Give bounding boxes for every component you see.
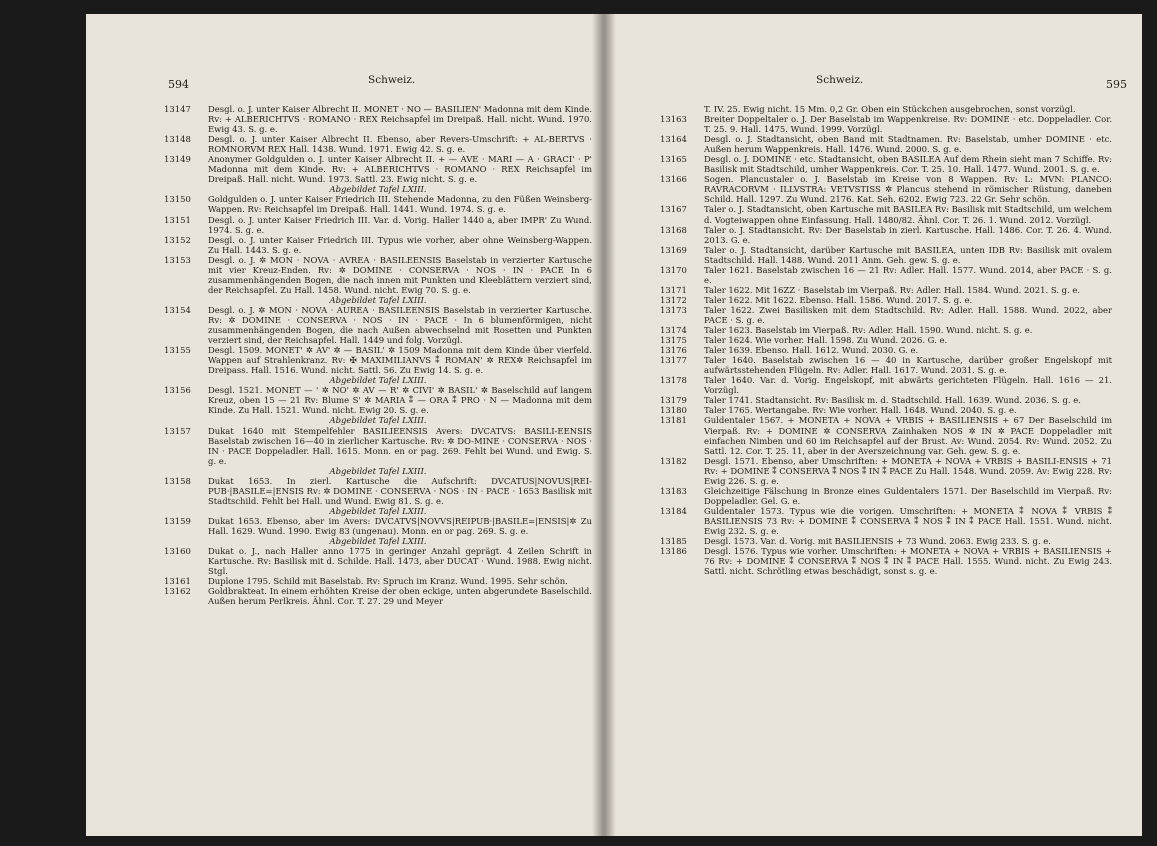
- entry-text: Duplone 1795. Schild mit Baselstab. Rv: Spruch im Kranz. Wund. 1995. Sehr schön.: [208, 576, 568, 587]
- entry-number: 13179: [660, 395, 687, 406]
- catalog-entry: [164, 104, 592, 134]
- entry-number: 13157: [164, 425, 191, 436]
- entry-number: 13170: [660, 264, 687, 275]
- entry-text: Taler 1741. Stadtansicht. Rv: Basilisk m. d. Stadtschild. Hall. 1639. Wund. 2036. S. g. e.: [704, 395, 1081, 406]
- entry-number: 13169: [660, 244, 687, 255]
- catalog-entry: [660, 174, 1112, 204]
- entry-list: [164, 104, 592, 606]
- entry-text: Taler 1623. Baselstab im Vierpaß. Rv: Adler. Hall. 1590. Wund. nicht. S. g. e.: [704, 325, 1033, 336]
- catalog-entry: [660, 546, 1112, 576]
- entry-text: Taler 1640. Var. d. Vorig. Engelskopf, mit abwärts gerichteten Flügeln. Hall. 1616 — 21. Vorzügl.: [704, 375, 1112, 396]
- entry-number: 13181: [660, 415, 687, 426]
- entry-number: 13152: [164, 234, 191, 245]
- plate-caption: Abgebildet Tafel LXIII.: [329, 505, 427, 516]
- entry-text: Anonymer Goldgulden o. J. unter Kaiser Albrecht II. + — AVE · MARI — A · GRACI' · P' Madonna mit dem Kinde. Rv: + ALBERICHTVS · ROMANO · REX Reichsapfel im Dreipaß. Hall. nicht. Wund. 1973. Sattl. 23. Ewig nicht. S. g. e.: [208, 154, 592, 185]
- entry-number: 13175: [660, 335, 687, 346]
- running-head: Schweiz.: [816, 74, 864, 86]
- plate-caption: Abgebildet Tafel LXIII.: [329, 465, 427, 476]
- entry-text: Desgl. o. J. unter Kaiser Friedrich III. Typus wie vorher, aber ohne Weinsberg-Wappen. Zu Hall. 1443. S. g. e.: [208, 234, 592, 255]
- entry-number: 13183: [660, 485, 687, 496]
- entry-text: Desgl. o. J. ✲ MON · NOVA · AVREA · BASILEENSIS Baselstab in verzierter Kartusche mit vier Kreuz-Enden. Rv: ✲ DOMINE · CONSERVA · NOS · IN · PACE In 6 zusammenhängenden Bogen, die nach innen mit Punkten und Kleeblättern verziert sind, der Reichsapfel. Zu Hall. 1458. Wund. nicht. Ewig 70. S. g. e.: [208, 254, 592, 295]
- entry-number: 13176: [660, 345, 687, 356]
- page-number: 594: [168, 78, 189, 91]
- entry-number: 13185: [660, 536, 687, 547]
- catalog-entry: [660, 225, 1112, 245]
- entry-text: Dukat 1653. Ebenso, aber im Avers: DVCATVS|NOVVS|REIPUB·|BASILE=|ENSIS|✲ Zu Hall. 1629. Wund. 1990. Ewig 83 (ungenau). Monn. en or pag. 269. S. g. e.: [208, 515, 592, 536]
- entry-number: 13150: [164, 194, 191, 205]
- plate-caption: Abgebildet Tafel LXIII.: [329, 294, 427, 305]
- catalog-entry: [164, 154, 592, 184]
- catalog-entry: [164, 305, 592, 345]
- entry-text: Taler o. J. Stadtansicht. Rv: Der Baselstab in zierl. Kartusche. Hall. 1486. Cor. T. 26. 4. Wund. 2013. G. e.: [704, 224, 1112, 245]
- catalog-entry: [660, 204, 1112, 224]
- entry-number: 13155: [164, 345, 191, 356]
- entry-text: Taler o. J. Stadtansicht, darüber Kartusche mit BASILEA, unten IDB Rv: Basilisk mit ovalem Stadtschild. Hall. 1488. Wund. 2011 Anm. Geh. gew. S. g. e.: [704, 244, 1112, 265]
- catalog-entry: [164, 546, 592, 576]
- entry-text: Dukat o. J., nach Haller anno 1775 in geringer Anzahl geprägt. 4 Zeilen Schrift in Kartusche. Rv: Basilisk mit d. Schilde. Hall. 1473, aber DUCAT · Wund. 1988. Ewig nicht. Stgl.: [208, 546, 592, 577]
- left-page: [86, 14, 602, 836]
- entry-number: 13148: [164, 134, 191, 145]
- entry-text: Taler 1639. Ebenso. Hall. 1612. Wund. 2030. G. e.: [704, 345, 919, 356]
- entry-text: Desgl. o. J. unter Kaiser Friedrich III. Var. d. Vorig. Haller 1440 a, aber IMPR' Zu Wund. 1974. S. g. e.: [208, 214, 592, 235]
- entry-number: 13161: [164, 576, 191, 587]
- catalog-entry: [660, 395, 1112, 405]
- plate-caption: Abgebildet Tafel LXIII.: [329, 536, 427, 547]
- entry-text: Taler 1640. Baselstab zwischen 16 — 40 in Kartusche, darüber großer Engelskopf mit aufwärtsstehenden Flügeln. Rv: Adler. Hall. 1617. Wund. 2031. S. g. e.: [704, 355, 1112, 376]
- entry-number: 13167: [660, 204, 687, 215]
- entry-number: 13153: [164, 254, 191, 265]
- entry-text: Desgl. o. J. unter Kaiser Albrecht II. Ebenso, aber Revers-Umschrift: + AL-BERTVS · ROMNORVM REX Hall. 1438. Wund. 1971. Ewig 42. S. g. e.: [208, 134, 592, 155]
- entry-text: Desgl. 1509. MONET' ✲ AV' ✲ — BASIL' ✲ 1509 Madonna mit dem Kinde über vierfeld. Wappen auf Strahlenkranz. Rv: ✠ MAXIMILIANVS ⁑ ROMAN' ✲ REX✲ Reichsapfel im Dreipass. Hall. 1516. Wund. nicht. Sattl. 56. Zu Ewig 14. S. g. e.: [208, 345, 592, 376]
- entry-text: Taler o. J. Stadtansicht, oben Kartusche mit BASILEA Rv: Basilisk mit Stadtschild, um welchem d. Vogteiwappen ohne Einfassung. Hall. 1480/82. Ähnl. Cor. T. 26. 1. Wund. 2012. Vorzügl.: [704, 204, 1112, 225]
- entry-text: Goldgulden o. J. unter Kaiser Friedrich III. Stehende Madonna, zu den Füßen Weinsberg-Wappen. Rv: Reichsapfel im Dreipaß. Hall. 1441. Wund. 1974. S. g. e.: [208, 194, 592, 215]
- entry-number: 13159: [164, 515, 191, 526]
- entry-number: 13184: [660, 505, 687, 516]
- catalog-entry: [660, 355, 1112, 375]
- catalog-entry: [660, 345, 1112, 355]
- entry-number: 13147: [164, 104, 191, 114]
- catalog-entry: [660, 375, 1112, 395]
- entry-text: Taler 1622. Mit 16ZZ · Baselstab im Vierpaß. Rv: Adler. Hall. 1584. Wund. 2021. S. g. e.: [704, 284, 1081, 295]
- entry-number: 13166: [660, 174, 687, 185]
- catalog-entry: [164, 586, 592, 606]
- entry-text: Desgl. 1576. Typus wie vorher. Umschriften: + MONETA + NOVA + VRBIS + BASILIENSIS + 76 Rv: + DOMINE ⁑ CONSERVA ⁑ NOS ⁑ IN ⁑ PACE Hall. 1555. Wund. nicht. Zu Ewig 243. Sattl. nicht. Schrötling etwas beschädigt, sonst s. g. e.: [704, 546, 1112, 577]
- entry-text: Guldentaler 1567. + MONETA + NOVA + VRBIS + BASILIENSIS + 67 Der Baselschild im Vierpaß. Rv: + DOMINE ✲ CONSERVA Zainhaken NOS ✲ IN ✲ PACE Doppeladler mit einfachen Nimben und 60 im Reichsapfel auf der Brust. Av: Wund. 2054. Rv: Wund. 2052. Zu Sattl. 12. Cor. T. 25. 11, aber in der Averszeichnung var. Geh. gew. S. g. e.: [704, 415, 1112, 456]
- entry-text: Taler 1624. Wie vorher. Hall. 1598. Zu Wund. 2026. G. e.: [704, 335, 948, 346]
- catalog-entry: [660, 285, 1112, 295]
- entry-number: 13168: [660, 224, 687, 235]
- catalog-entry: [660, 405, 1112, 415]
- entry-text: Desgl. o. J. unter Kaiser Albrecht II. MONET · NO — BASILIEN' Madonna mit dem Kinde. Rv: + ALBERICHTVS · ROMANO · REX Reichsapfel im Dreipaß. Hall. nicht. Wund. 1970. Ewig 43. S. g. e.: [208, 104, 592, 135]
- entry-text: Taler 1622. Zwei Basilisken mit dem Stadtschild. Rv: Adler. Hall. 1588. Wund. 2022, aber PACE · S. g. e.: [704, 304, 1112, 325]
- entry-number: 13174: [660, 325, 687, 336]
- entry-number: 13186: [660, 546, 687, 557]
- catalog-entry: [660, 456, 1112, 486]
- entry-number: 13163: [660, 114, 687, 125]
- entry-text: Desgl. 1571. Ebenso, aber Umschriften: + MONETA + NOVA + VRBIS + BASILI-ENSIS + 71 Rv: + DOMINE ⁑ CONSERVA ⁑ NOS ⁑ IN ⁑ PACE Zu Hall. 1548. Wund. 2059. Av: Ewig 228. Rv: Ewig 226. S. g. e.: [704, 455, 1112, 486]
- entry-text: Taler 1622. Mit 1622. Ebenso. Hall. 1586. Wund. 2017. S. g. e.: [704, 294, 973, 305]
- entry-number: 13158: [164, 475, 191, 486]
- entry-number: 13177: [660, 355, 687, 366]
- catalog-entry: [660, 486, 1112, 506]
- entry-text: Breiter Doppeltaler o. J. Der Baselstab im Wappenkreise. Rv: DOMINE · etc. Doppeladler. Cor. T. 25. 9. Hall. 1475. Wund. 1999. Vorzügl.: [704, 114, 1112, 135]
- entry-text: Gleichzeitige Fälschung in Bronze eines Guldentalers 1571. Der Baselschild im Vierpaß. Rv: Doppeladler. Gel. G. e.: [704, 485, 1112, 506]
- entry-text: Dukat 1653. In zierl. Kartusche die Aufschrift: DVCATUS|NOVUS|REI-PUB·|BASILE=|ENSIS Rv: ✲ DOMINE · CONSERVA · NOS · IN · PACE · 1653 Basilisk mit Stadtschild. Fehlt bei Hall. und Wund. Ewig 81. S. g. e.: [208, 475, 592, 506]
- catalog-entry: [660, 506, 1112, 536]
- entry-number: 13149: [164, 154, 191, 165]
- catalog-entry: [660, 305, 1112, 325]
- catalog-entry: [660, 245, 1112, 265]
- catalog-entry: [660, 154, 1112, 174]
- catalog-entry: [660, 134, 1112, 154]
- catalog-entry: [164, 516, 592, 536]
- entry-text: Desgl. o. J. ✲ MON · NOVA · AUREA · BASILEENSIS Baselstab in verzierter Kartusche. Rv: ✲ DOMINE · CONSERVA · NOS · IN · PACE · In 6 blumenförmigen, nicht zusammenhängenden Bogen, die nach Außen abwechselnd mit Rosetten und Punkten verziert sind, der Reichsapfel. Hall. 1449 und folg. Vorzügl.: [208, 304, 592, 346]
- running-head: Schweiz.: [368, 74, 416, 86]
- plate-caption: Abgebildet Tafel LXIII.: [329, 375, 427, 386]
- catalog-entry: [660, 335, 1112, 345]
- entry-text: Taler 1621. Baselstab zwischen 16 — 21 Rv: Adler. Hall. 1577. Wund. 2014, aber PACE · S. g. e.: [704, 264, 1112, 285]
- entry-text: Taler 1765. Wertangabe. Rv: Wie vorher. Hall. 1648. Wund. 2040. S. g. e.: [704, 405, 1017, 416]
- catalog-entry: [164, 134, 592, 154]
- catalog-entry: [164, 476, 592, 506]
- entry-text: Sogen. Plancustaler o. J. Baselstab im Kreise von 8 Wappen. Rv: L: MVN: PLANCO: RAVRACORVM · ILLVSTRA: VETVSTISS ✲ Plancus stehend in römischer Rüstung, daneben Schild. Hall. 1297. Zu Wund. 2176. Kat. Seh. 6202. Ewig 723. 22 Gr. Sehr schön.: [704, 174, 1112, 205]
- entry-number: 13162: [164, 586, 191, 597]
- entry-text: Desgl. 1573. Var. d. Vorig. mit BASILIENSIS + 73 Wund. 2063. Ewig 233. S. g. e.: [704, 536, 1051, 547]
- entry-text: Goldbrakteat. In einem erhöhten Kreise der oben eckige, unten abgerundete Baselschild. Außen herum Perlkreis. Ähnl. Cor. T. 27. 29 und Meyer: [208, 586, 592, 607]
- entry-number: 13164: [660, 134, 687, 145]
- catalog-entry: [164, 215, 592, 235]
- entry-text: Guldentaler 1573. Typus wie die vorigen. Umschriften: + MONETA ⁑ NOVA ⁑ VRBIS ⁑ BASILIENSIS 73 Rv: + DOMINE ⁑ CONSERVA ⁑ NOS ⁑ IN ⁑ PACE Hall. 1551. Wund. nicht. Ewig 232. S. g. e.: [704, 505, 1112, 536]
- entry-number: 13154: [164, 304, 191, 315]
- entry-text: Desgl. 1521. MONET — ' ✲ NO' ✲ AV — R' ✲ CIVI' ✲ BASIL' ✲ Baselschild auf langem Kreuz, oben 15 — 21 Rv: Blume S' ✲ MARIA ⁑ — ORA ⁑ PRO · N — Madonna mit dem Kinde. Zu Hall. 1521. Wund. nicht. Ewig 20. S. g. e.: [208, 385, 592, 416]
- catalog-entry: [660, 104, 1112, 114]
- catalog-entry: [164, 255, 592, 295]
- entry-text: T. IV. 25. Ewig nicht. 15 Mm. 0,2 Gr. Oben ein Stückchen ausgebrochen, sonst vorzügl.: [704, 104, 1076, 114]
- catalog-entry: [164, 194, 592, 214]
- plate-caption: Abgebildet Tafel LXIII.: [329, 415, 427, 426]
- page-number: 595: [1106, 78, 1127, 91]
- entry-text: Dukat 1640 mit Stempelfehler BASILIEENSIS Avers: DVCATVS: BASILI-EENSIS Baselstab zwischen 16—40 in zierlicher Kartusche. Rv: ✲ DO-MINE · CONSERVA · NOS · IN · PACE Doppeladler. Hall. 1615. Monn. en or pag. 269. Fehlt bei Wund. und Ewig. S. g. e.: [208, 425, 592, 466]
- entry-list: [660, 104, 1112, 576]
- entry-number: 13165: [660, 154, 687, 165]
- catalog-entry: [660, 325, 1112, 335]
- entry-number: 13180: [660, 405, 687, 416]
- catalog-entry: [660, 114, 1112, 134]
- catalog-entry: [660, 415, 1112, 455]
- catalog-entry: [164, 385, 592, 415]
- catalog-entry: [164, 576, 592, 586]
- catalog-entry: [164, 426, 592, 466]
- catalog-entry: [164, 345, 592, 375]
- catalog-entry: [660, 295, 1112, 305]
- entry-number: 13182: [660, 455, 687, 466]
- catalog-entry: [660, 536, 1112, 546]
- book-spine: [592, 14, 616, 836]
- entry-text: Desgl. o. J. Stadtansicht, oben Band mit Stadtnamen. Rv: Baselstab, umher DOMINE · etc. Außen herum Wappenkreis. Hall. 1476. Wund. 2000. S. g. e.: [704, 134, 1112, 155]
- entry-number: 13151: [164, 214, 191, 225]
- catalog-entry: [660, 265, 1112, 285]
- right-page: [602, 14, 1142, 836]
- entry-number: 13171: [660, 284, 687, 295]
- entry-number: 13160: [164, 546, 191, 557]
- catalog-entry: [164, 235, 592, 255]
- entry-number: 13173: [660, 304, 687, 315]
- entry-number: 13156: [164, 385, 191, 396]
- entry-number: 13178: [660, 375, 687, 386]
- entry-text: Desgl. o. J. DOMINE · etc. Stadtansicht, oben BASILEA Auf dem Rhein sieht man 7 Schiffe. Rv: Basilisk mit Stadtschild, umher Wappenkreis. Cor. T. 25. 10. Hall. 1477. Wund. 2001. S. g. e.: [704, 154, 1112, 175]
- entry-number: 13172: [660, 294, 687, 305]
- plate-caption: Abgebildet Tafel LXIII.: [329, 184, 427, 195]
